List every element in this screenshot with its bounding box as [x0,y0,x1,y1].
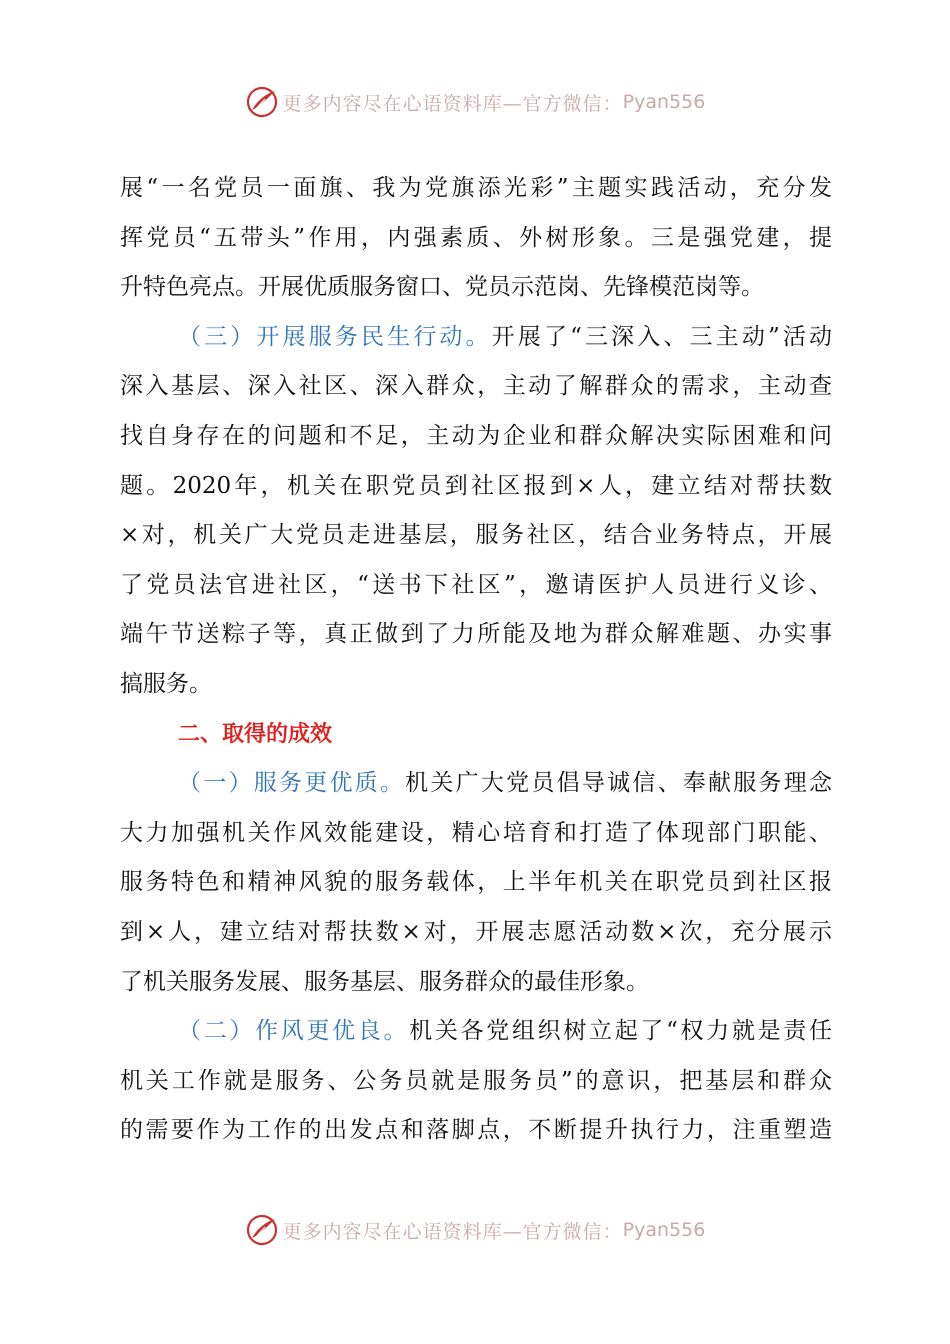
line-text: 挥党员“五带头”作用，内强素质、外树形象。三是强党建，提 [120,224,832,251]
line-text: 到×人，建立结对帮扶数×对，开展志愿活动数×次，充分展示 [120,918,832,945]
subheading-text: （二）作风更优良。 [178,1018,410,1045]
paragraph-line [120,610,832,660]
line-text: 服务特色和精神风貌的服务载体，上半年机关在职党员到社区报 [120,869,832,896]
line-text: 机关工作就是服务、公务员就是服务员”的意识，把基层和群众 [120,1067,832,1094]
paragraph-line [120,511,832,561]
banner-id: Pyan556 [622,1219,706,1241]
banner-text: 更多内容尽在心语资料库—官方微信： [282,92,623,115]
line-text: ×对，机关广大党员走进基层，服务社区，结合业务特点，开展 [120,522,832,549]
paragraph-line [120,362,832,412]
paragraph-line [120,908,832,958]
document-body [120,164,832,1156]
paragraph-line [120,809,832,859]
paragraph-line [120,313,832,363]
header-watermark-banner [0,80,950,124]
banner-id: Pyan556 [622,91,706,113]
line-text: 找自身存在的问题和不足，主动为企业和群众解决实际困难和问 [120,422,832,449]
paragraph-line [120,164,832,214]
paragraph-line [120,1057,832,1107]
section-heading [120,710,832,760]
footer-watermark-banner [0,1208,950,1252]
line-text: 大力加强机关作风效能建设，精心培育和打造了体现部门职能、 [120,819,832,846]
line-text: 深入基层、深入社区、深入群众，主动了解群众的需求，主动查 [120,373,832,400]
banner-text: 更多内容尽在心语资料库—官方微信： [282,1220,623,1243]
line-text: 机关广大党员倡导诚信、奉献服务理念 [405,770,832,797]
paragraph-line [120,1106,832,1156]
paragraph-line [120,759,832,809]
subheading-text: （一）服务更优质。 [178,770,406,797]
line-text: 端午节送粽子等，真正做到了力所能及地为群众解难题、办实事 [120,621,832,648]
paragraph-line [120,214,832,264]
line-text: 展“一名党员一面旗、我为党旗添光彩”主题实践活动，充分发 [120,175,832,201]
line-text: 了党员法官进社区，“送书下社区”，邀请医护人员进行义诊、 [120,571,832,598]
paragraph-line [120,858,832,908]
paragraph-line [120,660,832,710]
line-text: 的需要作为工作的出发点和落脚点，不断提升执行力，注重塑造 [120,1117,832,1144]
subheading-text: （三）开展服务民生行动。 [178,323,492,350]
paragraph-line [120,958,832,1008]
paragraph-line [120,561,832,611]
line-text: 了机关服务发展、服务基层、服务群众的最佳形象。 [120,968,649,995]
quill-logo-icon [245,85,279,119]
paragraph-line [120,1007,832,1057]
line-text: 机关各党组织树立起了“权力就是责任 [409,1018,832,1045]
line-text: 题。2020年，机关在职党员到社区报到×人，建立结对帮扶数 [120,472,832,499]
line-text: 开展了“三深入、三主动”活动 [491,323,832,350]
paragraph-line [120,263,832,313]
quill-logo-icon [245,1213,279,1247]
paragraph-line [120,462,832,512]
paragraph-line [120,412,832,462]
line-text: 搞服务。 [120,670,212,697]
section-heading-text: 二、取得的成效 [178,721,333,747]
line-text: 升特色亮点。开展优质服务窗口、党员示范岗、先锋模范岗等。 [120,274,764,301]
